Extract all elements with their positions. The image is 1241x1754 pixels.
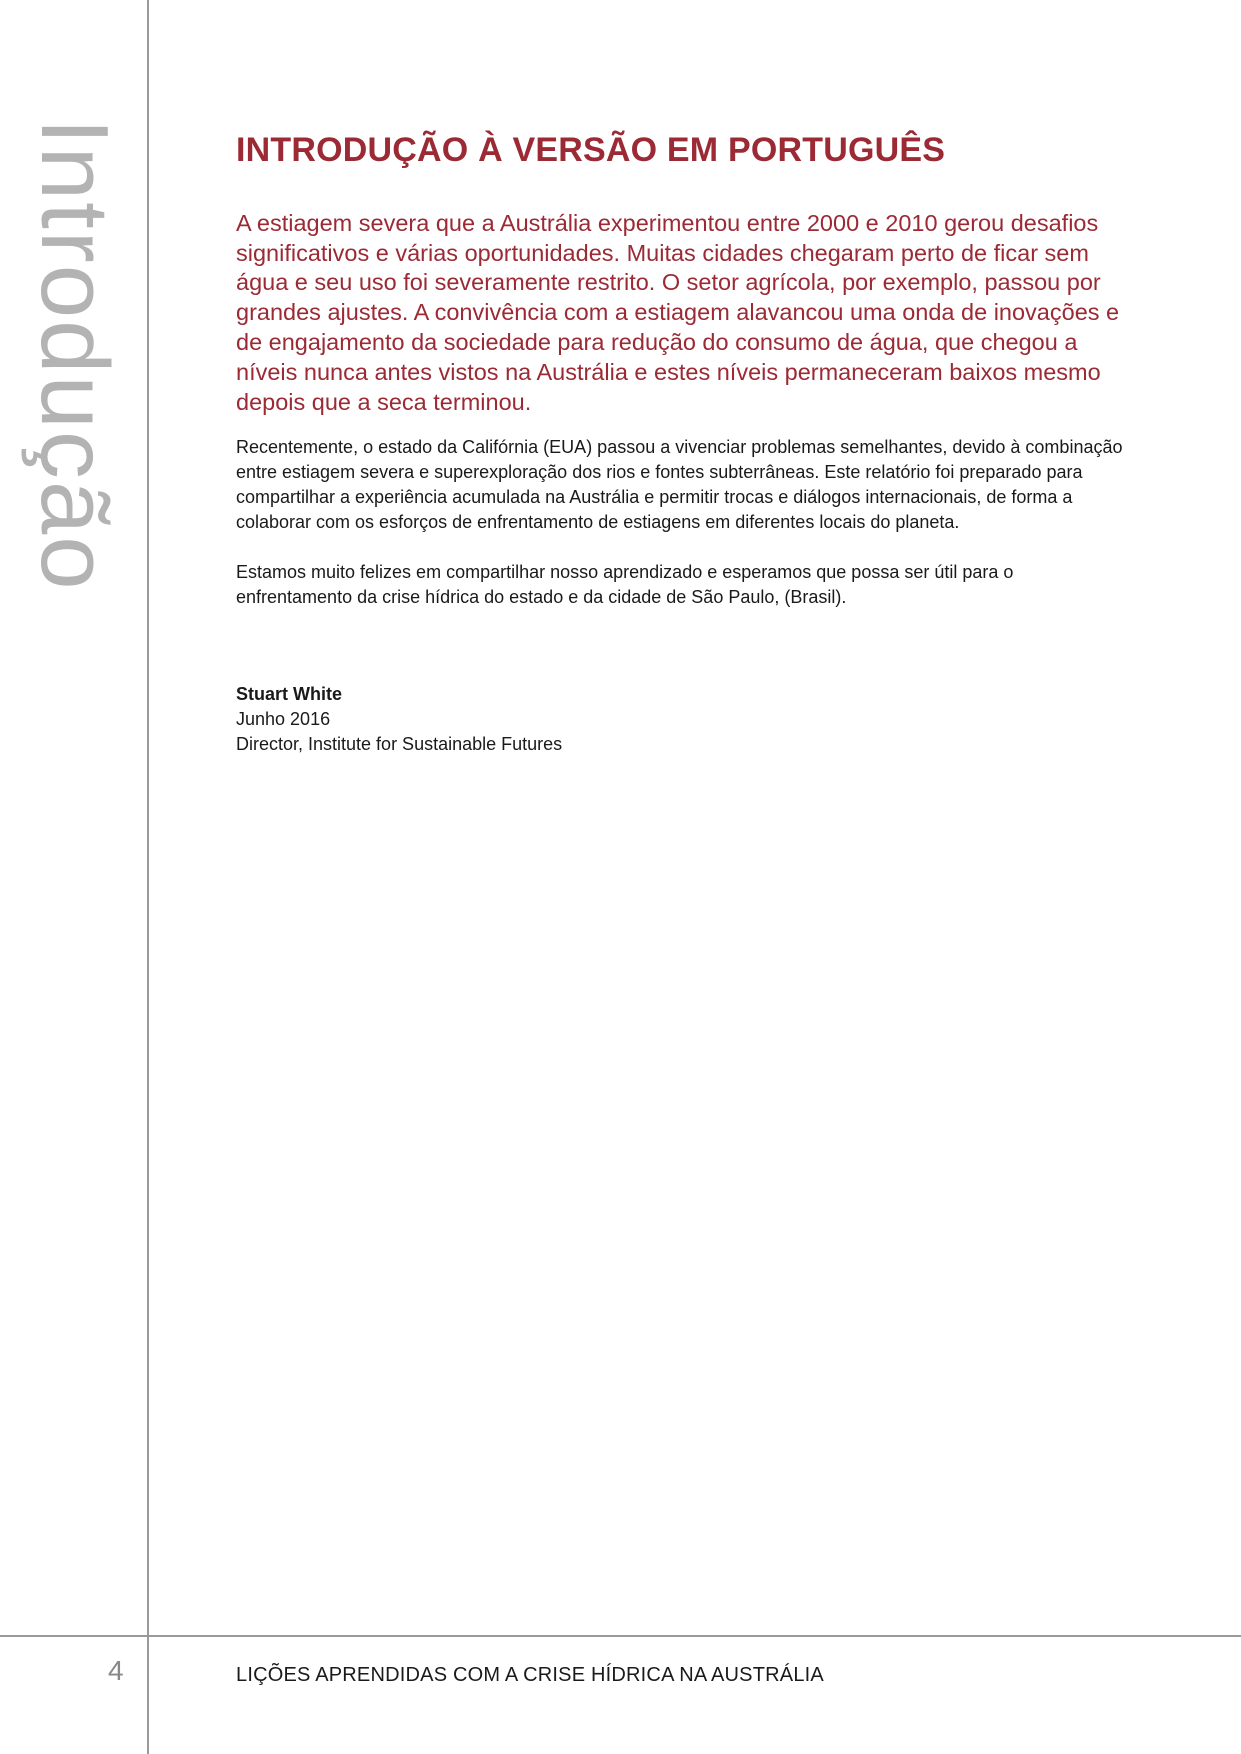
signature-block: [236, 682, 1126, 757]
sidebar-divider: [147, 0, 149, 1754]
running-footer-title: LIÇÕES APRENDIDAS COM A CRISE HÍDRICA NA AUSTRÁLIA: [236, 1664, 824, 1686]
section-label-container: [21, 118, 138, 598]
body-paragraph: Recentemente, o estado da Califórnia (EUA) passou a vivenciar problemas semelhantes, devido à combinação entre estiagem severa e superexploração dos rios e fontes subterrâneas. Este relatório foi preparado para compartilhar a experiência acumulada na Austrália e permitir trocas e diálogos internacionais, de forma a colaborar com os esforços de enfrentamento de estiagens em diferentes locais do planeta.: [236, 437, 1123, 533]
page-number: 4: [108, 1655, 124, 1686]
signature-name: Stuart White: [236, 684, 342, 705]
signature-role: Director, Institute for Sustainable Futures: [236, 734, 563, 755]
lead-paragraph: A estiagem severa que a Austrália experimentou entre 2000 e 2010 gerou desafios significativos e várias oportunidades. Muitas cidades chegaram perto de ficar sem água e seu uso foi severamente restrito. O setor agrícola, por exemplo, passou por grandes ajustes. A convivência com a estiagem alavancou uma onda de inovações e de engajamento da sociedade para redução do consumo de água, que chegou a níveis nunca antes vistos na Austrália e estes níveis permaneceram baixos mesmo depois que a seca terminou.: [236, 209, 1120, 415]
page-title: INTRODUÇÃO À VERSÃO EM PORTUGUÊS: [236, 131, 946, 169]
section-label: Introdução: [21, 118, 128, 592]
signature-date: Junho 2016: [236, 709, 331, 730]
body-paragraph: Estamos muito felizes em compartilhar nosso aprendizado e esperamos que possa ser útil para o enfrentamento da crise hídrica do estado e da cidade de São Paulo, (Brasil).: [236, 562, 1014, 608]
main-content: [236, 130, 1126, 757]
footer-divider: [0, 1635, 1241, 1637]
